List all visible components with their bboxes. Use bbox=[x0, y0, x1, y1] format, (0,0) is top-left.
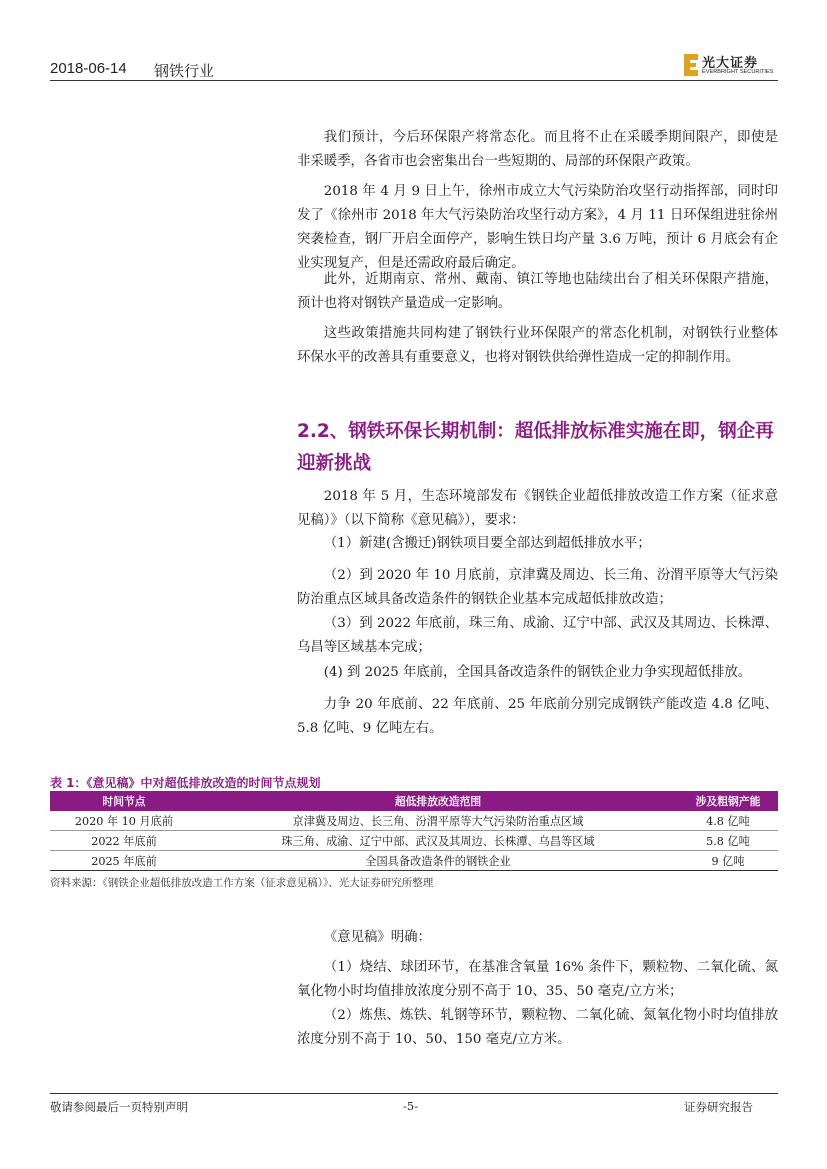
table-header-row bbox=[50, 791, 778, 811]
logo-name: 光大证券 bbox=[702, 56, 759, 71]
paragraph: 《意见稿》明确： bbox=[323, 930, 431, 945]
logo-mark-icon bbox=[684, 54, 698, 76]
table-cell: 9 亿吨 bbox=[678, 851, 778, 871]
table-row bbox=[50, 811, 778, 831]
table-cell: 2025 年底前 bbox=[50, 851, 198, 871]
footer-report-type: 证券研究报告 bbox=[684, 1100, 753, 1114]
page-number: -5- bbox=[403, 1099, 419, 1113]
paragraph: 2018 年 4 月 9 日上午，徐州市成立大气污染防治攻坚行动指挥部，同时印发了《徐州市 2018 年大气污染防治攻坚行动方案》，4 月 11 日环保组进驻徐州突袭检查，钢厂开启全面停产，影响生铁日均产量 3.6 万吨，预计 6 月底会有企业实现复产，但是还需政府最后确定。 bbox=[297, 184, 778, 271]
table-title: 表 1：《意见稿》中对超低排放改造的时间节点规划 bbox=[50, 776, 321, 790]
footer-disclaimer: 敬请参阅最后一页特别声明 bbox=[50, 1100, 188, 1114]
table-header-cell: 时间节点 bbox=[50, 791, 198, 811]
paragraph: （1）烧结、球团环节，在基准含氧量 16% 条件下，颗粒物、二氧化硫、氮氧化物小时均值排放浓度分别不高于 10、35、50 毫克/立方米； bbox=[297, 960, 778, 999]
paragraph: （2）炼焦、炼铁、轧钢等环节，颗粒物、二氧化硫、氮氧化物小时均值排放浓度分别不高于 10、50、150 毫克/立方米。 bbox=[297, 1008, 778, 1047]
paragraph: (4) 到 2025 年底前，全国具备改造条件的钢铁企业力争实现超低排放。 bbox=[323, 665, 752, 680]
table-cell: 5.8 亿吨 bbox=[678, 831, 778, 851]
header-divider bbox=[50, 80, 778, 81]
paragraph: （1）新建(含搬迁)钢铁项目要全部达到超低排放水平； bbox=[323, 536, 651, 551]
table-header-cell: 涉及粗钢产能 bbox=[678, 791, 778, 811]
table-cell: 全国具备改造条件的钢铁企业 bbox=[198, 851, 678, 871]
table-cell: 京津冀及周边、长三角、汾渭平原等大气污染防治重点区域 bbox=[198, 811, 678, 831]
paragraph: （2）到 2020 年 10 月底前，京津冀及周边、长三角、汾渭平原等大气污染防治重点区域具备改造条件的钢铁企业基本完成超低排放改造； bbox=[297, 568, 778, 607]
table-row bbox=[50, 831, 778, 851]
company-logo bbox=[684, 52, 784, 78]
paragraph: 此外，近期南京、常州、戴南、镇江等地也陆续出台了相关环保限产措施，预计也将对钢铁产量造成一定影响。 bbox=[297, 272, 778, 311]
paragraph: 2018 年 5 月，生态环境部发布《钢铁企业超低排放改造工作方案（征求意见稿）》（以下简称《意见稿》），要求： bbox=[297, 489, 778, 528]
logo-subtitle: EVERBRIGHT SECURITIES bbox=[702, 69, 774, 75]
time-node-table bbox=[50, 791, 778, 871]
table-cell: 珠三角、成渝、辽宁中部、武汉及其周边、长株潭、乌昌等区域 bbox=[198, 831, 678, 851]
paragraph: 这些政策措施共同构建了钢铁行业环保限产的常态化机制，对钢铁行业整体环保水平的改善具有重要意义，也将对钢铁供给弹性造成一定的抑制作用。 bbox=[297, 326, 778, 365]
report-date: 2018-06-14 bbox=[50, 60, 127, 77]
table-header-cell: 超低排放改造范围 bbox=[198, 791, 678, 811]
paragraph: 我们预计，今后环保限产将常态化。而且将不止在采暖季期间限产，即使是非采暖季，各省市也会密集出台一些短期的、局部的环保限产政策。 bbox=[297, 130, 778, 169]
table-cell: 4.8 亿吨 bbox=[678, 811, 778, 831]
table-cell: 2022 年底前 bbox=[50, 831, 198, 851]
footer-divider bbox=[50, 1093, 778, 1094]
section-title: 2.2、钢铁环保长期机制：超低排放标准实施在即，钢企再迎新挑战 bbox=[297, 421, 774, 474]
table-source: 资料来源：《钢铁企业超低排放改造工作方案（征求意见稿）》、光大证券研究所整理 bbox=[50, 877, 434, 889]
industry-label: 钢铁行业 bbox=[154, 62, 215, 80]
paragraph: （3）到 2022 年底前，珠三角、成渝、辽宁中部、武汉及其周边、长株潭、乌昌等区域基本完成； bbox=[297, 616, 778, 655]
paragraph: 力争 20 年底前、22 年底前、25 年底前分别完成钢铁产能改造 4.8 亿吨、5.8 亿吨、9 亿吨左右。 bbox=[297, 697, 778, 736]
table-cell: 2020 年 10 月底前 bbox=[50, 811, 198, 831]
table-row bbox=[50, 851, 778, 871]
